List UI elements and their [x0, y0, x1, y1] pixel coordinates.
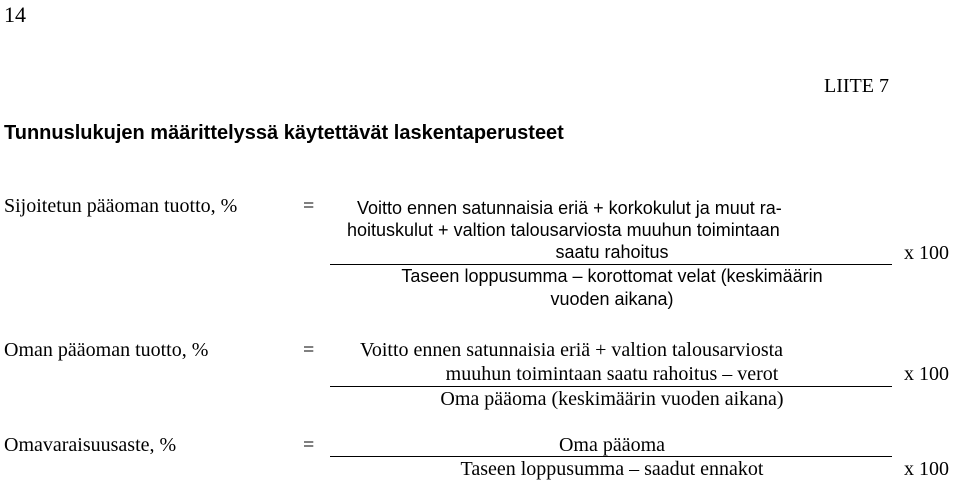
denominator-line: Taseen loppusumma – korottomat velat (keskimäärin	[401, 266, 823, 286]
numerator-line: saatu rahoitus	[555, 242, 669, 262]
equals-sign: =	[303, 434, 315, 456]
appendix-label: LIITE 7	[824, 75, 889, 97]
numerator-line: Voitto ennen satunnaisia eriä + korkokulut ja muut ra-	[357, 198, 782, 218]
numerator-line: Voitto ennen satunnaisia eriä + valtion talousarviosta	[360, 339, 784, 361]
numerator-line: muuhun toimintaan saatu rahoitus – verot	[445, 363, 779, 385]
fraction-bar	[330, 264, 892, 265]
equals-sign: =	[303, 339, 315, 361]
fraction-bar	[330, 386, 892, 387]
multiplier: x 100	[904, 242, 949, 264]
formula-label: Sijoitetun pääoman tuotto, %	[4, 195, 238, 217]
equals-sign: =	[303, 195, 315, 217]
multiplier: x 100	[904, 363, 949, 385]
formula-label: Omavaraisuusaste, %	[4, 434, 177, 456]
denominator-line: Taseen loppusumma – saadut ennakot	[460, 458, 764, 480]
page-heading: Tunnuslukujen määrittelyssä käytettävät laskentaperusteet	[4, 122, 564, 144]
fraction-bar	[330, 456, 892, 457]
page-number: 14	[4, 2, 26, 27]
denominator-line: Oma pääoma (keskimäärin vuoden aikana)	[440, 388, 784, 410]
numerator-line: Oma pääoma	[558, 434, 666, 456]
numerator-line: hoituskulut + valtion talousarviosta muuhun toimintaan	[347, 220, 780, 240]
formula-label: Oman pääoman tuotto, %	[4, 339, 209, 361]
multiplier: x 100	[904, 458, 949, 480]
denominator-line: vuoden aikana)	[550, 289, 674, 309]
